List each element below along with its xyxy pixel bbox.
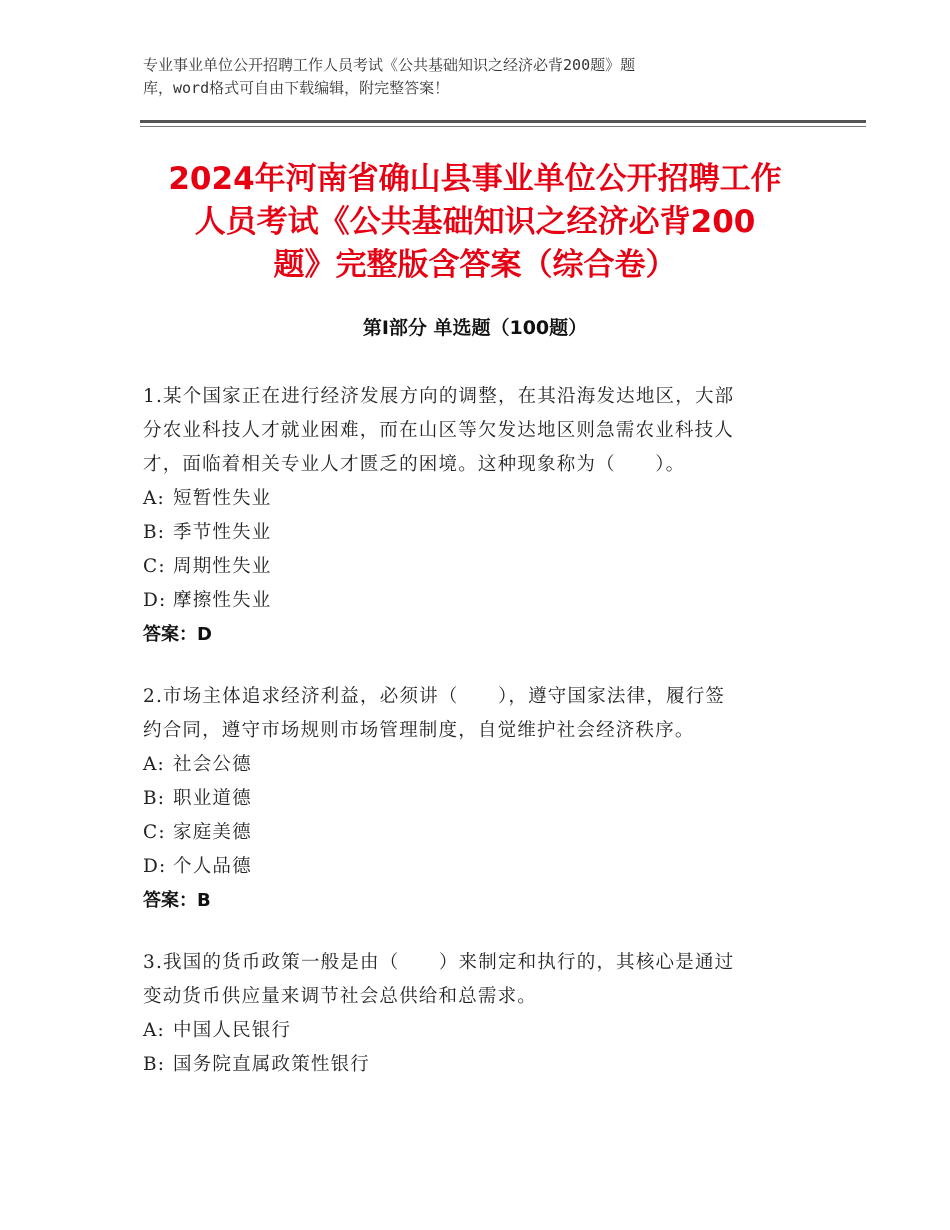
option-text: 短暂性失业: [173, 488, 272, 509]
option-b: [143, 1048, 803, 1082]
option-letter: D:: [143, 590, 167, 611]
option-text: 职业道德: [173, 788, 252, 809]
option-letter: D:: [143, 856, 167, 877]
option-letter: B:: [143, 522, 166, 543]
option-letter: A:: [143, 754, 165, 775]
question-stem-line: 2.市场主体追求经济利益，必须讲（ ），遵守国家法律，履行签: [143, 686, 726, 707]
document-title: [100, 158, 850, 287]
option-text: 中国人民银行: [173, 1020, 292, 1041]
header-divider-thin: [140, 126, 866, 127]
document-title-line: 题》完整版含答案（综合卷）: [273, 247, 677, 283]
option-letter: B:: [143, 1054, 166, 1075]
question-stem-line: 分农业科技人才就业困难，而在山区等欠发达地区则急需农业科技人: [143, 420, 735, 441]
option-letter: A:: [143, 488, 165, 509]
document-title-line: 人员考试《公共基础知识之经济必背200: [194, 204, 756, 240]
option-a: [143, 482, 803, 516]
option-text: 家庭美德: [173, 822, 252, 843]
option-letter: B:: [143, 788, 166, 809]
question-stem-line: 3.我国的货币政策一般是由（ ）来制定和执行的，其核心是通过: [143, 952, 735, 973]
question-3: [143, 946, 803, 1082]
option-text: 个人品德: [173, 856, 252, 877]
question-1: [143, 380, 803, 652]
option-c: [143, 816, 803, 850]
option-text: 摩擦性失业: [173, 590, 272, 611]
option-d: [143, 850, 803, 884]
option-text: 周期性失业: [173, 556, 272, 577]
question-list: [143, 380, 803, 1110]
answer-line: 答案：B: [143, 890, 211, 911]
option-a: [143, 748, 803, 782]
option-c: [143, 550, 803, 584]
question-stem-line: 约合同，遵守市场规则市场管理制度，自觉维护社会经济秩序。: [143, 720, 695, 741]
option-text: 社会公德: [173, 754, 252, 775]
header-note-line: 专业事业单位公开招聘工作人员考试《公共基础知识之经济必背200题》题: [143, 56, 636, 74]
header-note-line: 库，word格式可自由下载编辑，附完整答案！: [143, 79, 450, 97]
question-2: [143, 680, 803, 918]
option-letter: C:: [143, 822, 166, 843]
option-text: 国务院直属政策性银行: [173, 1054, 371, 1075]
option-letter: C:: [143, 556, 166, 577]
option-text: 季节性失业: [173, 522, 272, 543]
question-stem-line: 才，面临着相关专业人才匮乏的困境。这种现象称为（ ）。: [143, 454, 686, 475]
section-title: 第Ⅰ部分 单选题（100题）: [362, 317, 588, 339]
option-d: [143, 584, 803, 618]
question-stem-line: 变动货币供应量来调节社会总供给和总需求。: [143, 986, 538, 1007]
option-b: [143, 782, 803, 816]
header-note: [143, 54, 793, 100]
document-title-line: 2024年河南省确山县事业单位公开招聘工作: [168, 161, 782, 197]
question-stem-line: 1.某个国家正在进行经济发展方向的调整，在其沿海发达地区，大部: [143, 386, 735, 407]
header-divider-thick: [140, 120, 866, 123]
option-a: [143, 1014, 803, 1048]
option-letter: A:: [143, 1020, 165, 1041]
answer-line: 答案：D: [143, 624, 212, 645]
option-b: [143, 516, 803, 550]
